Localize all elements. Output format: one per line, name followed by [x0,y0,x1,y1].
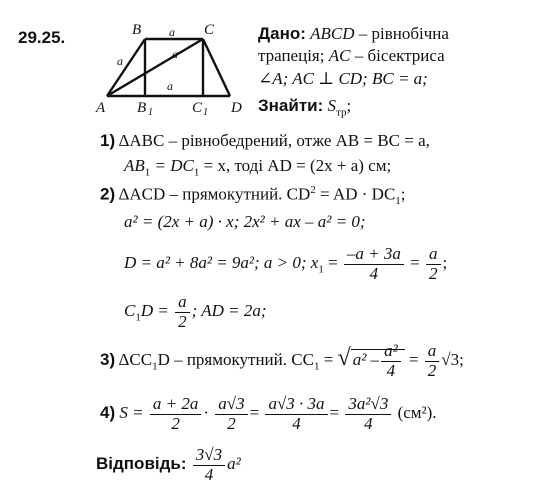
side-ab [107,39,145,96]
fraction-s4-1 [150,395,201,433]
given-expr: ABCD [310,24,355,43]
fraction-s4-3-den: 4 [292,413,301,433]
step-4-unit: (см²). [397,403,437,423]
sqrt-fraction-den: 4 [386,360,396,380]
step-2-c1d-sub: 1 [135,311,141,324]
fraction-s4-4-num: 3a²√3 [345,395,391,415]
sqrt-fraction-num: a² [381,342,401,362]
step-2-text-b: = AD · DC [315,184,396,204]
step-2-ad: ; AD = 2a; [191,301,267,321]
step-1-sub-1: 1 [144,166,151,179]
step-4-eq-2: = [329,403,340,423]
fraction-s4-3 [265,395,327,433]
side-cd [203,39,230,96]
step-1-text: ΔABC – рівнобедрений, отже AB = BC = a, [118,131,430,150]
step-2-line-1 [100,184,406,207]
sqrt-a: a² – [352,350,380,370]
fraction-s4-4-den: 4 [364,413,373,433]
fraction-c1d-num: a [175,293,190,313]
label-c1: C [192,100,203,116]
step-4-s: S = [119,403,144,423]
given-label: Дано: [258,24,306,43]
step-4-eq-1: = [249,403,260,423]
label-b1: B [137,100,147,116]
step-2-sub: 1 [395,195,401,208]
step-2-text-a: ΔACD – прямокутний. CD [118,184,311,204]
given-line-1 [258,24,449,44]
step-3-number: 3) [100,350,116,370]
fraction-a-2-num: a [426,245,441,265]
given-text-2: трапеція; [258,46,325,65]
fraction-s4-2-den: 2 [227,413,236,433]
step-2-discriminant: D = a² + 8a² = 9a²; a > 0; x [124,253,319,273]
step-1-line-2 [124,156,391,178]
step-3-text-c: = [319,350,334,370]
step-2-eq: = [323,253,338,273]
fraction-x1-num: –a + 3a [344,245,404,265]
label-d: D [231,100,242,116]
step-3-sub-2: 1 [313,360,320,373]
fraction-s4-1-den: 2 [171,413,180,433]
label-c1-sub: 1 [203,107,208,116]
answer-fraction-den: 4 [204,464,214,484]
answer-fraction [193,446,225,484]
fraction-c1d [175,293,190,331]
label-b1c1-a: a [167,79,173,93]
find-sub: тр [336,106,347,119]
find-expr: S [327,96,337,115]
step-2-line-2: a² = (2x + a) · x; 2x² + ax – a² = 0; [124,212,366,231]
step-4-number: 4) [100,403,116,423]
step-3-sub-1: 1 [152,360,158,373]
step-3-tail: √3; [441,350,464,370]
fraction-s4-4 [345,395,391,433]
fraction-s4-2-num: a√3 [215,395,247,415]
step-2-line-4 [124,293,267,331]
step-3-line [100,342,464,380]
step-2-c1d-d: D = [140,301,169,321]
label-ac-a: a [172,47,178,61]
answer-line [96,446,241,484]
step-1-number: 1) [100,131,116,150]
given-text-3: – бісектриса [350,46,445,65]
step-4-dot: · [203,403,210,423]
step-2-text-c: ; [400,184,406,204]
label-b1-sub: 1 [148,107,153,116]
problem-number: 29.25. [18,28,66,47]
given-text: – рівнобічна [354,24,449,43]
find-label: Знайти: [258,96,324,115]
fraction-cc1 [425,342,440,380]
sqrt-symbol: √ [337,345,351,372]
given-line-2 [258,46,445,66]
label-bc-a: a [169,25,175,39]
fraction-c1d-den: 2 [178,311,187,331]
step-2-number: 2) [100,184,116,204]
step-3-eq: = [404,350,419,370]
sqrt-body [351,341,405,380]
step-2-tail: ; [442,253,448,273]
step-1-line-1 [100,131,430,151]
fraction-x1 [344,245,404,283]
fraction-a-2 [426,245,441,283]
fraction-s4-1-num: a + 2a [150,395,201,415]
fraction-a-2-den: 2 [429,263,438,283]
label-ab-a: a [117,54,123,68]
label-c: C [204,22,215,38]
label-a: A [96,100,106,116]
fraction-cc1-num: a [425,342,440,362]
step-2-eq-2: = [405,253,424,273]
step-1-sub-2: 1 [193,166,200,179]
find-tail: ; [346,96,352,115]
sqrt-fraction [381,342,401,380]
step-2-sup: 2 [310,184,316,196]
fraction-s4-2 [215,395,247,433]
step-2-c1d-c: C [124,301,136,321]
answer-tail: a² [227,454,241,474]
step-2-line-3 [124,245,447,283]
trapezoid-figure [92,18,252,116]
given-line-3: ∠A; AC ⊥ CD; BC = a; [258,69,428,88]
step-4-line [100,395,437,433]
find-line [258,96,351,118]
step-3-text-a: ΔCC [118,350,153,370]
step-3-text-b: D – прямокутний. CC [157,350,314,370]
fraction-x1-den: 4 [369,263,379,283]
answer-fraction-num: 3√3 [193,446,225,466]
step-1-rest: = x, тоді AD = (2x + a) см; [199,156,392,175]
fraction-cc1-den: 2 [427,360,437,380]
answer-label: Відповідь: [96,454,187,474]
step-2-x-sub: 1 [318,263,324,276]
given-expr-2: AC [328,46,351,65]
label-b: B [132,22,142,38]
fraction-s4-3-num: a√3 · 3a [265,395,327,415]
step-1-dc: = DC [150,156,194,175]
step-1-ab: AB [124,156,145,175]
